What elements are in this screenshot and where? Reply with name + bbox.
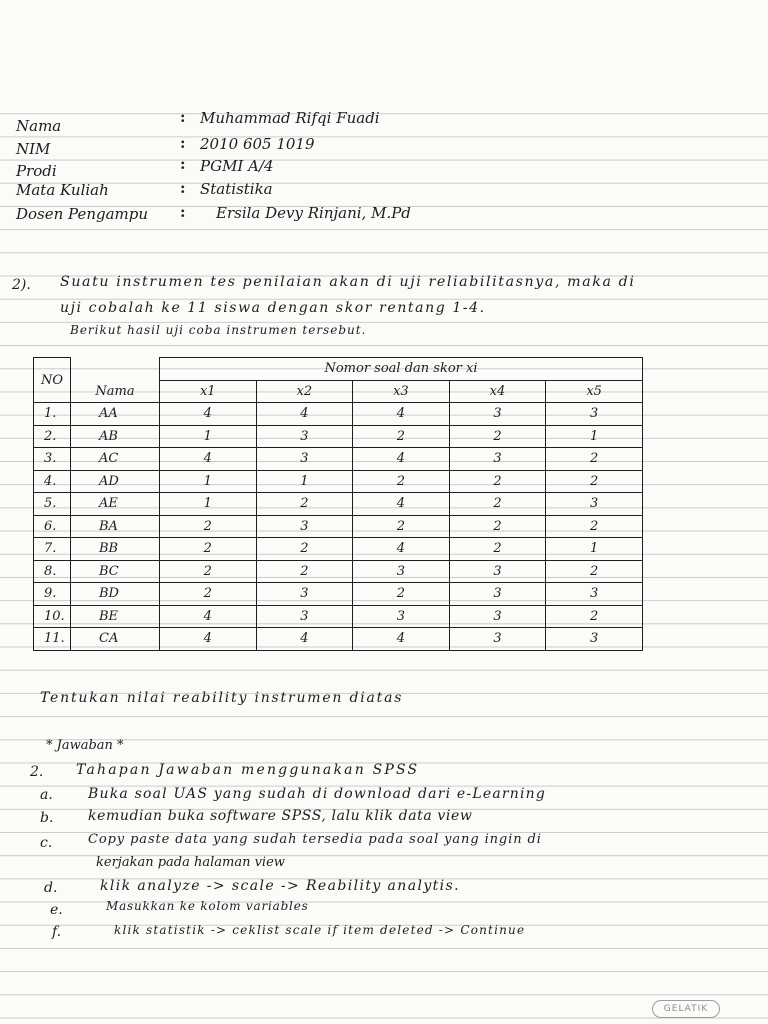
label-mata-kuliah: Mata Kuliah — [16, 181, 109, 199]
header-x1: x1 — [160, 380, 257, 403]
cell-no: 10. — [34, 605, 71, 628]
cell-no: 6. — [34, 515, 71, 538]
table-row — [34, 583, 643, 606]
label-nim: NIM — [16, 140, 51, 158]
cell-score-x2: 1 — [256, 470, 353, 493]
cell-score-x2: 2 — [256, 493, 353, 516]
cell-score-x3: 4 — [353, 403, 450, 426]
cell-score-x3: 4 — [353, 448, 450, 471]
cell-nama: BB — [71, 538, 160, 561]
step-letter: c. — [40, 835, 53, 851]
cell-score-x5: 2 — [546, 470, 643, 493]
paper-top-margin — [0, 0, 768, 98]
table-row — [34, 448, 643, 471]
step-letter: e. — [50, 902, 63, 918]
cell-score-x4: 3 — [449, 448, 546, 471]
colon: : — [180, 155, 186, 173]
cell-score-x1: 2 — [160, 583, 257, 606]
cell-score-x5: 3 — [546, 583, 643, 606]
cell-score-x3: 4 — [353, 628, 450, 651]
step-f-line: klik statistik -> ceklist scale if item deleted -> Continue — [114, 923, 526, 937]
table-row — [34, 538, 643, 561]
step-letter: d. — [44, 880, 58, 896]
step-a-line: Buka soal UAS yang sudah di download dari e-Learning — [88, 786, 547, 802]
cell-score-x1: 1 — [160, 425, 257, 448]
task-text: Tentukan nilai reability instrumen diatas — [40, 690, 404, 706]
cell-score-x3: 3 — [353, 605, 450, 628]
colon: : — [180, 203, 186, 221]
value-dosen: Ersila Devy Rinjani, M.Pd — [216, 204, 411, 222]
cell-score-x1: 1 — [160, 493, 257, 516]
cell-score-x5: 2 — [546, 515, 643, 538]
step-letter: b. — [40, 810, 54, 826]
cell-score-x4: 3 — [449, 605, 546, 628]
cell-score-x5: 2 — [546, 448, 643, 471]
cell-score-x1: 1 — [160, 470, 257, 493]
cell-score-x5: 3 — [546, 628, 643, 651]
cell-no: 8. — [34, 560, 71, 583]
gelatik-logo: GELATIK — [652, 1000, 720, 1018]
cell-score-x2: 3 — [256, 448, 353, 471]
cell-score-x2: 3 — [256, 515, 353, 538]
cell-score-x3: 2 — [353, 515, 450, 538]
cell-no: 4. — [34, 470, 71, 493]
cell-nama: BC — [71, 560, 160, 583]
value-mata-kuliah: Statistika — [200, 180, 273, 198]
step-c-line-1: Copy paste data yang sudah tersedia pada soal yang ingin di — [88, 832, 542, 847]
step-c-line-2: kerjakan pada halaman view — [96, 855, 285, 870]
header-no: NO — [34, 358, 71, 403]
cell-score-x2: 4 — [256, 628, 353, 651]
header-nama-top — [71, 358, 160, 381]
cell-score-x1: 4 — [160, 628, 257, 651]
cell-score-x5: 1 — [546, 538, 643, 561]
cell-score-x4: 3 — [449, 560, 546, 583]
cell-score-x1: 2 — [160, 515, 257, 538]
cell-score-x1: 4 — [160, 403, 257, 426]
cell-score-x2: 3 — [256, 605, 353, 628]
cell-score-x1: 4 — [160, 448, 257, 471]
cell-score-x3: 4 — [353, 538, 450, 561]
question-number: 2). — [12, 277, 31, 293]
steps-title-number: 2. — [30, 764, 44, 780]
cell-score-x5: 3 — [546, 403, 643, 426]
cell-nama: AA — [71, 403, 160, 426]
question-line-2: uji cobalah ke 11 siswa dengan skor rentang 1-4. — [60, 300, 486, 316]
table-header-row — [34, 358, 643, 381]
cell-score-x2: 3 — [256, 583, 353, 606]
cell-score-x4: 2 — [449, 538, 546, 561]
cell-score-x2: 2 — [256, 560, 353, 583]
answer-heading: * Jawaban * — [46, 738, 124, 753]
table-body — [34, 403, 643, 651]
cell-score-x3: 2 — [353, 425, 450, 448]
colon: : — [180, 108, 186, 126]
cell-score-x2: 4 — [256, 403, 353, 426]
cell-score-x4: 2 — [449, 470, 546, 493]
header-group: Nomor soal dan skor xi — [160, 358, 643, 381]
value-nim: 2010 605 1019 — [200, 135, 315, 153]
cell-score-x3: 2 — [353, 583, 450, 606]
steps-title: Tahapan Jawaban menggunakan SPSS — [76, 762, 420, 778]
header-x4: x4 — [449, 380, 546, 403]
cell-score-x3: 3 — [353, 560, 450, 583]
table-row — [34, 403, 643, 426]
step-letter: a. — [40, 787, 53, 803]
table-row — [34, 515, 643, 538]
cell-score-x2: 3 — [256, 425, 353, 448]
header-x5: x5 — [546, 380, 643, 403]
step-e-line: Masukkan ke kolom variables — [106, 899, 309, 913]
table-row — [34, 425, 643, 448]
colon: : — [180, 179, 186, 197]
table-row — [34, 493, 643, 516]
cell-score-x1: 2 — [160, 560, 257, 583]
cell-no: 1. — [34, 403, 71, 426]
step-letter: f. — [52, 924, 62, 940]
table-row — [34, 560, 643, 583]
table-row — [34, 628, 643, 651]
label-nama: Nama — [16, 117, 62, 135]
cell-score-x4: 3 — [449, 403, 546, 426]
cell-no: 11. — [34, 628, 71, 651]
label-dosen: Dosen Pengampu — [16, 205, 149, 223]
header-x3: x3 — [353, 380, 450, 403]
cell-score-x2: 2 — [256, 538, 353, 561]
header-x2: x2 — [256, 380, 353, 403]
cell-nama: BD — [71, 583, 160, 606]
score-table — [33, 357, 643, 651]
cell-nama: AC — [71, 448, 160, 471]
colon: : — [180, 134, 186, 152]
cell-score-x1: 2 — [160, 538, 257, 561]
cell-nama: CA — [71, 628, 160, 651]
step-b-line: kemudian buka software SPSS, lalu klik data view — [88, 808, 473, 824]
cell-nama: AE — [71, 493, 160, 516]
cell-score-x4: 3 — [449, 583, 546, 606]
cell-score-x3: 4 — [353, 493, 450, 516]
cell-score-x4: 2 — [449, 515, 546, 538]
cell-no: 7. — [34, 538, 71, 561]
step-d-line: klik analyze -> scale -> Reability analytis. — [100, 878, 460, 894]
cell-no: 9. — [34, 583, 71, 606]
cell-score-x5: 3 — [546, 493, 643, 516]
cell-score-x4: 2 — [449, 493, 546, 516]
cell-score-x5: 2 — [546, 560, 643, 583]
header-nama: Nama — [71, 380, 160, 403]
table-row — [34, 605, 643, 628]
cell-score-x5: 2 — [546, 605, 643, 628]
cell-nama: BA — [71, 515, 160, 538]
cell-no: 5. — [34, 493, 71, 516]
cell-score-x1: 4 — [160, 605, 257, 628]
label-prodi: Prodi — [16, 162, 57, 180]
cell-nama: AB — [71, 425, 160, 448]
table-row — [34, 470, 643, 493]
value-prodi: PGMI A/4 — [200, 157, 274, 175]
question-line-3: Berikut hasil uji coba instrumen tersebut. — [70, 323, 367, 337]
cell-score-x5: 1 — [546, 425, 643, 448]
cell-nama: BE — [71, 605, 160, 628]
cell-no: 2. — [34, 425, 71, 448]
cell-score-x3: 2 — [353, 470, 450, 493]
cell-score-x4: 2 — [449, 425, 546, 448]
cell-score-x4: 3 — [449, 628, 546, 651]
table-header-row — [34, 380, 643, 403]
cell-nama: AD — [71, 470, 160, 493]
question-line-1: Suatu instrumen tes penilaian akan di uji reliabilitasnya, maka di — [60, 274, 636, 290]
cell-no: 3. — [34, 448, 71, 471]
value-nama: Muhammad Rifqi Fuadi — [200, 109, 380, 127]
